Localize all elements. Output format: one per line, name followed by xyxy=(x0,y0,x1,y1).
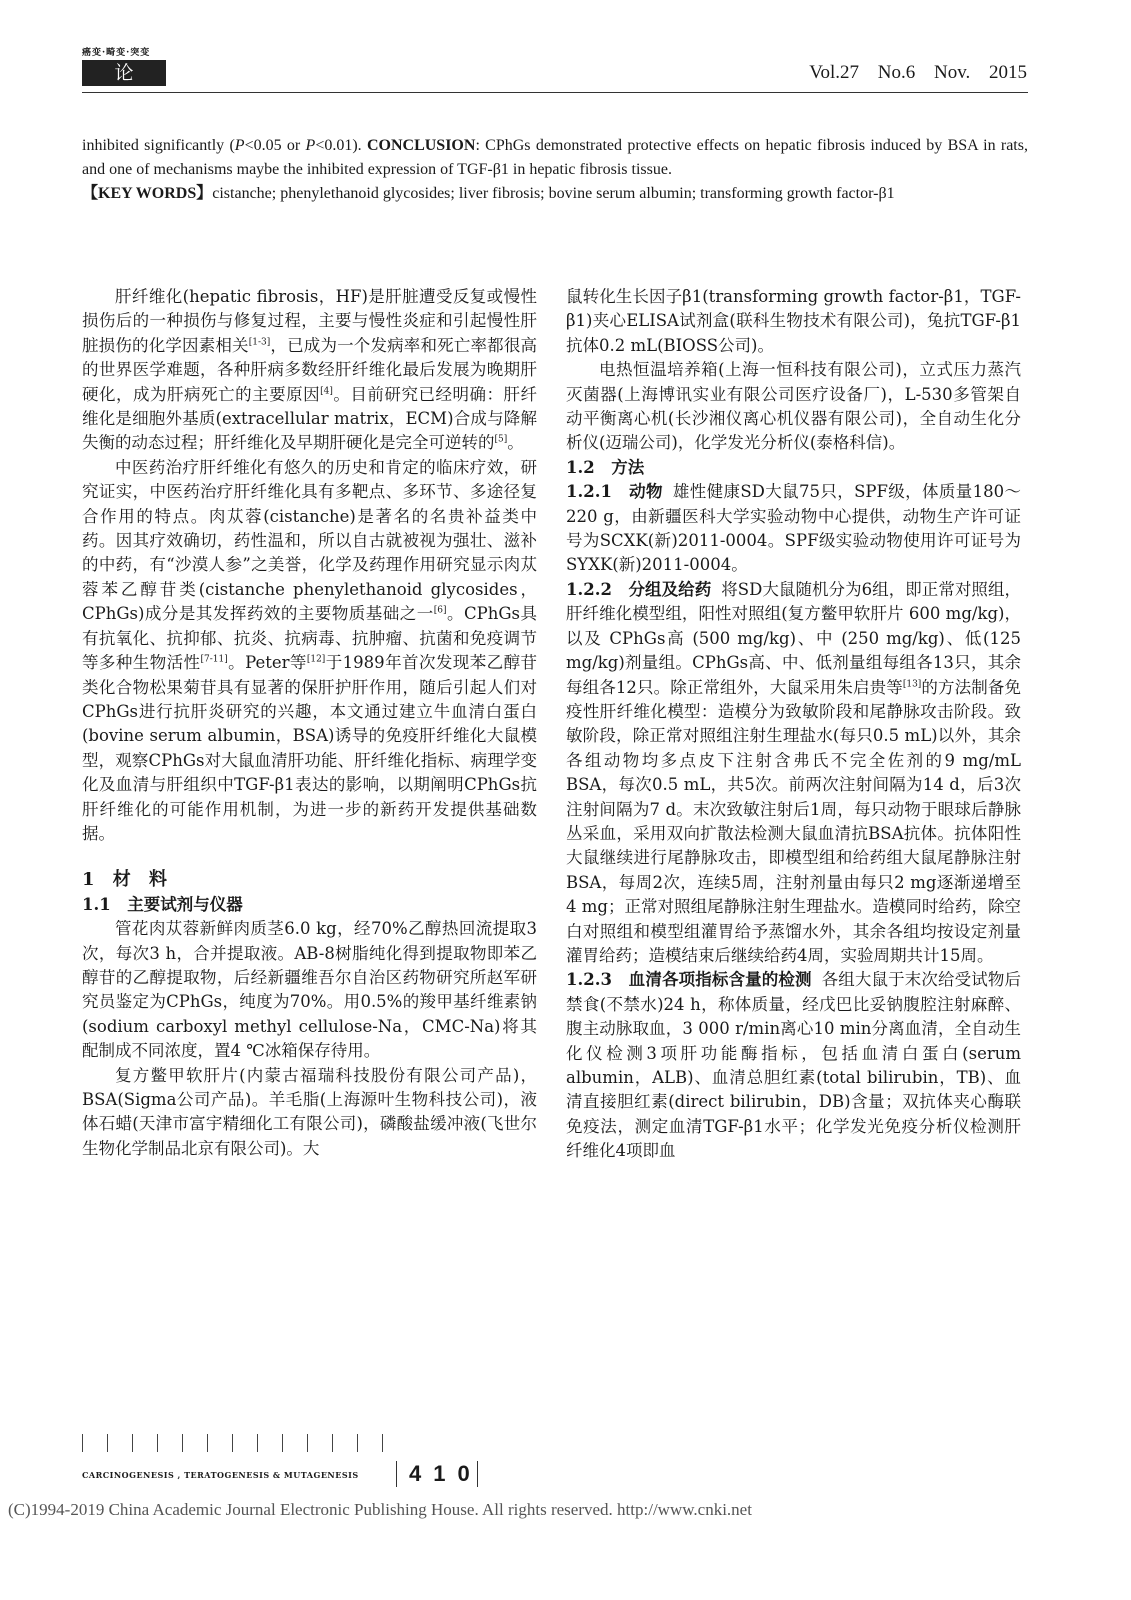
page-number: 410 xyxy=(396,1461,478,1487)
text: 于1989年首次发现苯乙醇苷类化合物松果菊苷具有显著的保肝护肝作用，随后引起人们对CPhGs进行抗肝炎研究的兴趣，本文通过建立牛血清白蛋白(bovine serum albumin，BSA)诱导的免疫肝纤维化大鼠模型，观察CPhGs对大鼠血清肝功能、肝纤维化指标、病理学变化及血清与肝组织中TGF-β1表达的影响，以期阐明CPhGs抗肝纤维化的可能作用机制，为进一步的新药开发提供基础数据。 xyxy=(82,653,537,843)
conclusion-label: CONCLUSION xyxy=(366,137,476,154)
paragraph: 复方鳖甲软肝片(内蒙古福瑞科技股份有限公司产品)，BSA(Sigma公司产品)。羊毛脂(上海源叶生物科技公司)，液体石蜡(天津市富宇精细化工有限公司)，磷酸盐缓冲液(飞世尔生物化学制品北京有限公司)。大 xyxy=(82,1065,537,1158)
citation: [13] xyxy=(902,679,922,689)
abstract-text: <0.01). xyxy=(315,137,367,154)
sub-subsection-heading: 1.2.3 血清各项指标含量的检测 xyxy=(566,970,812,990)
text: ，已成为一个发病率和死亡率都很高的世界医学难题，各种肝病多数经肝纤维化最后发展为晚期肝硬化，成为肝病死亡的主要原因 xyxy=(82,335,538,404)
text: 肝纤维化(hepatic fibrosis，HF)是肝脏遭受反复或慢性损伤后的一种损伤与修复过程，主要与慢性炎症和引起慢性肝脏损伤的化学因素相关 xyxy=(82,287,537,355)
citation: [12] xyxy=(306,654,326,665)
keywords-label: 【KEY WORDS】 xyxy=(82,185,213,202)
text: 。 xyxy=(507,433,524,453)
paragraph xyxy=(566,578,1021,969)
text: 各组大鼠于末次给受试物后禁食(不禁水)24 h，称体质量，经戊巴比妥钠腹腔注射麻醉、腹主动脉取血，3 000 r/min离心10 min分离血清，全自动生化仪检测3项肝功能酶指标，包括血清白蛋白(serum albumin，ALB)、血清总胆红素(total bilirubin，TB)、血清直接胆红素(direct bilirubin，DB)含量；双抗体夹心酶联免疫法，测定血清TGF-β1水平；化学发光免疫分析仪检测肝纤维化4项即血 xyxy=(566,970,1021,1161)
copyright-notice: (C)1994-2019 China Academic Journal Electronic Publishing House. All rights reserved. http://www.cnki.net xyxy=(8,1500,752,1519)
right-column xyxy=(566,285,1021,1164)
paragraph xyxy=(566,968,1021,1163)
keywords-text: cistanche; phenylethanoid glycosides; liver fibrosis; bovine serum albumin; transforming growth factor-β1 xyxy=(212,185,895,202)
paragraph: 鼠转化生长因子β1(transforming growth factor-β1，TGF-β1)夹心ELISA试剂盒(联科生物技术有限公司)，兔抗TGF-β1抗体0.2 mL(BIOSS公司)。 xyxy=(566,287,1021,355)
conclusion-text: : CPhGs demonstrated protective effects on hepatic fibrosis induced by BSA in rats, and one of mechanisms maybe the inhibited expression of TGF-β1 in hepatic fibrosis tissue. xyxy=(82,137,1028,178)
header-rule xyxy=(82,92,1028,93)
text: 雄性健康SD大鼠75只，SPF级，体质量180～220 g，由新疆医科大学实验动物中心提供，动物生产许可证号为SCXK(新)2011-0004。SPF级实验动物使用许可证号为SYXK(新)2011-0004。 xyxy=(566,482,1021,575)
text: 将SD大鼠随机分为6组，即正常对照组，肝纤维化模型组，阳性对照组(复方鳖甲软肝片 600 mg/kg)，以及 CPhGs高 (500 mg/kg)、中 (250 mg/kg)、低(125 mg/kg)剂量组。CPhGs高、中、低剂量组每组各13只，其余每组各12只。除正常组外，大鼠采用朱启贵等 xyxy=(566,579,1021,697)
paragraph: 管花肉苁蓉新鲜肉质茎6.0 kg，经70%乙醇热回流提取3次，每次3 h，合并提取液。AB-8树脂纯化得到提取物即苯乙醇苷的乙醇提取物，后经新疆维吾尔自治区药物研究所赵军研究员鉴定为CPhGs，纯度为70%。用0.5%的羧甲基纤维素钠(sodium carboxyl methyl cellulose-Na，CMC-Na)将其配制成不同浓度，置4 ℃冰箱保存待用。 xyxy=(82,919,537,1061)
citation: [6] xyxy=(433,605,447,616)
abstract-text: inhibited significantly ( xyxy=(82,137,235,154)
p-symbol: P xyxy=(234,137,245,154)
text: 。Peter等 xyxy=(227,653,307,673)
paragraph: 电热恒温培养箱(上海一恒科技有限公司)，立式压力蒸汽灭菌器(上海博讯实业有限公司医疗设备厂)，L-530多管架自动平衡离心机(长沙湘仪离心机仪器有限公司)，全自动生化分析仪(迈瑞公司)，化学发光分析仪(泰格科信)。 xyxy=(566,360,1021,453)
footer-ticks xyxy=(82,1434,422,1452)
section-heading: 1 材 料 xyxy=(82,869,174,891)
text: 的方法制备免疫性肝纤维化模型：造模分为致敏阶段和尾静脉攻击阶段。致敏阶段，除正常对照组注射生理盐水(每只0.5 mL)以外，其余各组动物均多点皮下注射含弗氏不完全佐剂的9 mg/mL BSA，每次0.5 mL，共5次。前两次注射间隔为14 d，后3次注射间隔为7 d。末次致敏注射后1周，每只动物于眼球后静脉丛采血，采用双向扩散法检测大鼠血清抗BSA抗体。抗体阳性大鼠继续进行尾静脉攻击，即模型组和给药组大鼠尾静脉注射BSA，每周2次，连续5周，注射剂量由每只2 mg逐渐递增至4 mg；正常对照组尾静脉注射生理盐水。造模同时给药，除空白对照组和模型组灌胃给予蒸馏水外，其余各组均按设定剂量灌胃给药；造模结束后继续给药4周，实验周期共计15周。 xyxy=(566,677,1022,965)
paragraph xyxy=(566,480,1021,578)
paragraph xyxy=(82,456,537,847)
section-label: 论著 xyxy=(82,60,166,86)
citation: [5] xyxy=(494,434,508,445)
left-column xyxy=(82,285,537,1161)
citation: [4] xyxy=(320,386,333,397)
issue-info: Vol.27 No.6 Nov. 2015 xyxy=(809,62,1027,83)
subsection-heading: 1.1 主要试剂与仪器 xyxy=(82,894,243,914)
sub-subsection-heading: 1.2.2 分组及给药 xyxy=(566,579,712,599)
subsection-heading: 1.2 方法 xyxy=(566,457,645,477)
p-symbol: P xyxy=(305,137,316,154)
abstract-text: <0.05 or xyxy=(244,137,306,154)
citation: [1-3] xyxy=(248,337,271,348)
text: 。目前研究已经明确：肝纤维化是细胞外基质(extracellular matrix，ECM)合成与降解失衡的动态过程；肝纤维化及早期肝硬化是完全可逆转的 xyxy=(82,384,538,453)
citation: [7-11] xyxy=(200,654,228,665)
abstract xyxy=(82,134,1028,206)
paragraph xyxy=(82,285,537,456)
footer-journal-name: CARCINOGENESIS , TERATOGENESIS & MUTAGENESIS xyxy=(82,1470,359,1480)
journal-category: 癌变·畸变·突变 xyxy=(82,48,151,58)
text: 。CPhGs具有抗氧化、抗抑郁、抗炎、抗病毒、抗肿瘤、抗菌和免疫调节等多种生物活性 xyxy=(82,604,537,673)
sub-subsection-heading: 1.2.1 动物 xyxy=(566,482,663,502)
text: 中医药治疗肝纤维化有悠久的历史和肯定的临床疗效，研究证实，中医药治疗肝纤维化具有多靶点、多环节、多途径复合作用的特点。肉苁蓉(cistanche)是著名的名贵补益类中药。因其疗效确切，药性温和，所以自古就被视为强壮、滋补的中药，有“沙漠人参”之美誉，化学及药理作用研究显示肉苁蓉苯乙醇苷类(cistanche phenylethanoid glycosides，CPhGs)成分是其发挥药效的主要物质基础之一 xyxy=(82,457,537,624)
keywords xyxy=(82,182,1028,206)
